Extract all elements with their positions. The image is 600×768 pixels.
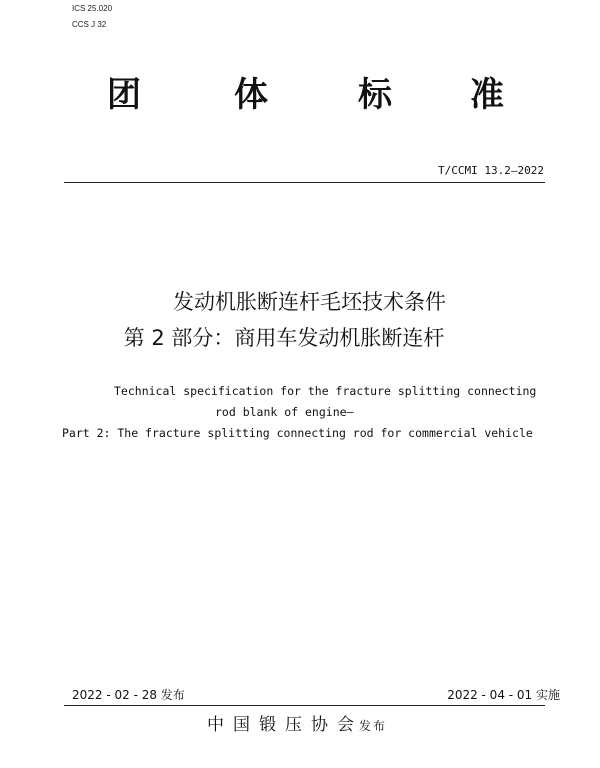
ccs-code: CCS J 32 [72, 20, 107, 29]
implementation-date: 2022 - 04 - 01 实施 [447, 688, 560, 702]
ics-code: ICS 25.020 [72, 4, 113, 13]
publish-label: 发布 [359, 719, 388, 733]
english-title-line-2: rod blank of engine— [215, 405, 354, 419]
standard-type-heading [0, 70, 600, 120]
issue-date: 2022 - 02 - 28 发布 [72, 688, 185, 702]
english-title-line-1: Technical specification for the fracture splitting connecting [114, 384, 537, 398]
top-divider [64, 182, 545, 183]
standard-type-char: 体 [234, 75, 268, 115]
chinese-title-line-1: 发动机胀断连杆毛坯技术条件 [173, 290, 446, 314]
english-title-line-3: Part 2: The fracture splitting connecting rod for commercial vehicle [62, 426, 533, 440]
standard-number: T/CCMI 13.2—2022 [438, 164, 544, 177]
publisher-organization: 中国锻压协会 [207, 715, 363, 735]
classification-codes [72, 1, 112, 33]
chinese-title [0, 284, 600, 356]
bottom-divider [64, 705, 545, 706]
standard-type-char: 标 [358, 75, 392, 115]
publisher-line [207, 712, 387, 739]
chinese-title-line-2: 第 2 部分：商用车发动机胀断连杆 [123, 326, 445, 350]
standard-type-char: 准 [470, 75, 504, 115]
standard-type-char: 团 [107, 75, 141, 115]
